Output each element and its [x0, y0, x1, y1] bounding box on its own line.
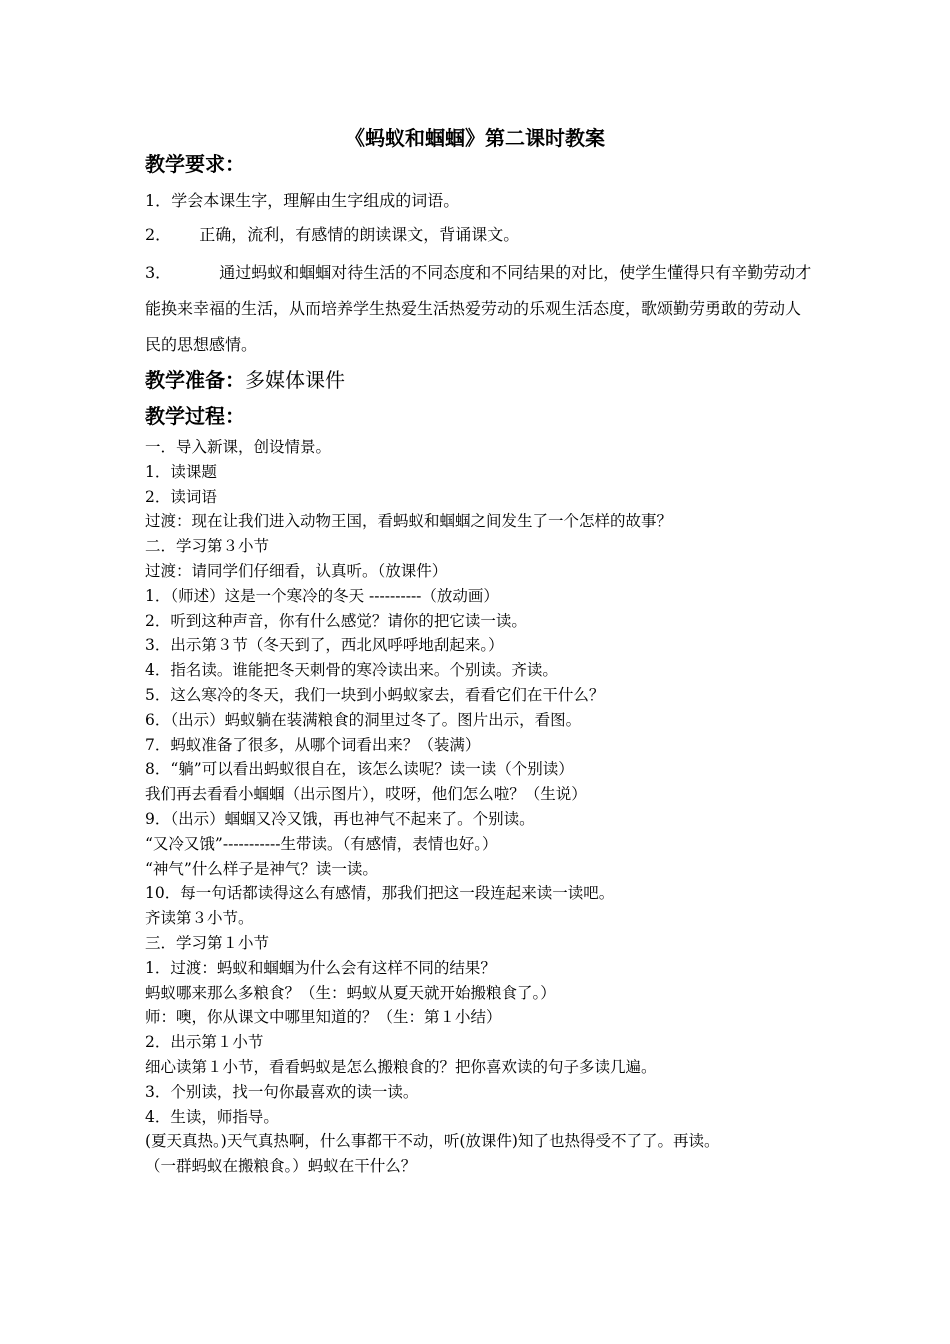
- preparation-heading: [145, 364, 345, 393]
- process-line: 细心读第１小节，看看蚂蚁是怎么搬粮食的？把你喜欢读的句子多读几遍。: [145, 1057, 657, 1076]
- process-line: 2．读词语: [145, 487, 217, 506]
- process-line: 3．出示第３节（冬天到了，西北风呼呼地刮起来。）: [145, 636, 504, 655]
- requirement-item-1: [145, 188, 459, 211]
- process-line: 2．听到这种声音，你有什么感觉？请你的把它读一读。: [145, 611, 527, 630]
- process-line: 4．生读，师指导。: [145, 1107, 279, 1126]
- process-line: 三．学习第１小节: [145, 933, 270, 952]
- requirement-item-3: [145, 255, 813, 363]
- process-line: 1．过渡：蚂蚁和蝈蝈为什么会有这样不同的结果？: [145, 958, 496, 977]
- process-line: 1．（师述）这是一个寒冷的冬天 ----------（放动画）: [145, 586, 499, 605]
- process-heading: 教学过程：: [145, 404, 245, 428]
- process-line: 3．个别读，找一句你最喜欢的读一读。: [145, 1082, 419, 1101]
- process-line: 师：噢，你从课文中哪里知道的？（生：第１小结）: [145, 1008, 502, 1027]
- preparation-value: 多媒体课件: [245, 368, 345, 392]
- process-line: 1．读课题: [145, 462, 217, 481]
- process-line: 一．导入新课，创设情景。: [145, 438, 332, 456]
- process-line: 我们再去看看小蝈蝈（出示图片），哎呀，他们怎么啦？（生说）: [145, 785, 587, 804]
- requirement-text: 学会本课生字，理解由生字组成的词语。: [171, 191, 460, 210]
- process-line: 8．“躺”可以看出蚂蚁很自在，该怎么读呢？读一读（个别读）: [145, 760, 574, 779]
- requirement-number: 2．: [145, 225, 172, 244]
- process-line: “又冷又饿”-----------生带读。（有感情，表情也好。）: [145, 834, 498, 853]
- process-line: 2．出示第１小节: [145, 1033, 264, 1052]
- process-line: 4．指名读。谁能把冬天刺骨的寒冷读出来。个别读。齐读。: [145, 661, 558, 680]
- process-line: 二．学习第３小节: [145, 537, 270, 556]
- requirement-item-2: [145, 222, 519, 245]
- process-line: 蚂蚁哪来那么多粮食？（生：蚂蚁从夏天就开始搬粮食了。）: [145, 983, 556, 1002]
- process-body: [145, 435, 815, 1179]
- process-line: 齐读第３小节。: [145, 909, 254, 928]
- process-line: （一群蚂蚁在搬粮食。）蚂蚁在干什么？: [145, 1157, 417, 1176]
- requirement-number: 1．: [145, 191, 172, 210]
- requirements-heading: 教学要求：: [145, 152, 245, 176]
- requirement-number: 3．: [145, 263, 172, 282]
- process-line: “神气”什么样子是神气？读一读。: [145, 859, 378, 878]
- process-line: (夏天真热。)天气真热啊，什么事都干不动，听(放课件)知了也热得受不了了。再读。: [145, 1132, 720, 1151]
- process-line: 5．这么寒冷的冬天，我们一块到小蚂蚁家去，看看它们在干什么？: [145, 685, 605, 704]
- process-line: 10．每一句话都读得这么有感情，那我们把这一段连起来读一读吧。: [145, 884, 615, 903]
- process-line: 过渡：请同学们仔细看，认真听。（放课件）: [145, 561, 448, 580]
- page-title: 《蚂蚁和蝈蝈》第二课时教案: [345, 126, 605, 150]
- requirement-text: 通过蚂蚁和蝈蝈对待生活的不同态度和不同结果的对比，使学生懂得只有辛勤劳动才能换来幸福的生活，从而培养学生热爱生活热爱劳动的乐观生活态度，歌颂勤劳勇敢的劳动人民的思想感情。: [145, 263, 812, 354]
- process-line: 9．（出示）蝈蝈又冷又饿，再也神气不起来了。个别读。: [145, 809, 535, 828]
- requirement-text: 正确，流利，有感情的朗读课文，背诵课文。: [199, 225, 520, 244]
- process-line: 7．蚂蚁准备了很多，从哪个词看出来？（装满）: [145, 735, 481, 754]
- preparation-label: 教学准备：: [145, 368, 245, 392]
- process-line: 过渡：现在让我们进入动物王国，看蚂蚁和蝈蝈之间发生了一个怎样的故事？: [145, 512, 673, 531]
- process-line: 6．（出示）蚂蚁躺在装满粮食的洞里过冬了。图片出示，看图。: [145, 710, 582, 729]
